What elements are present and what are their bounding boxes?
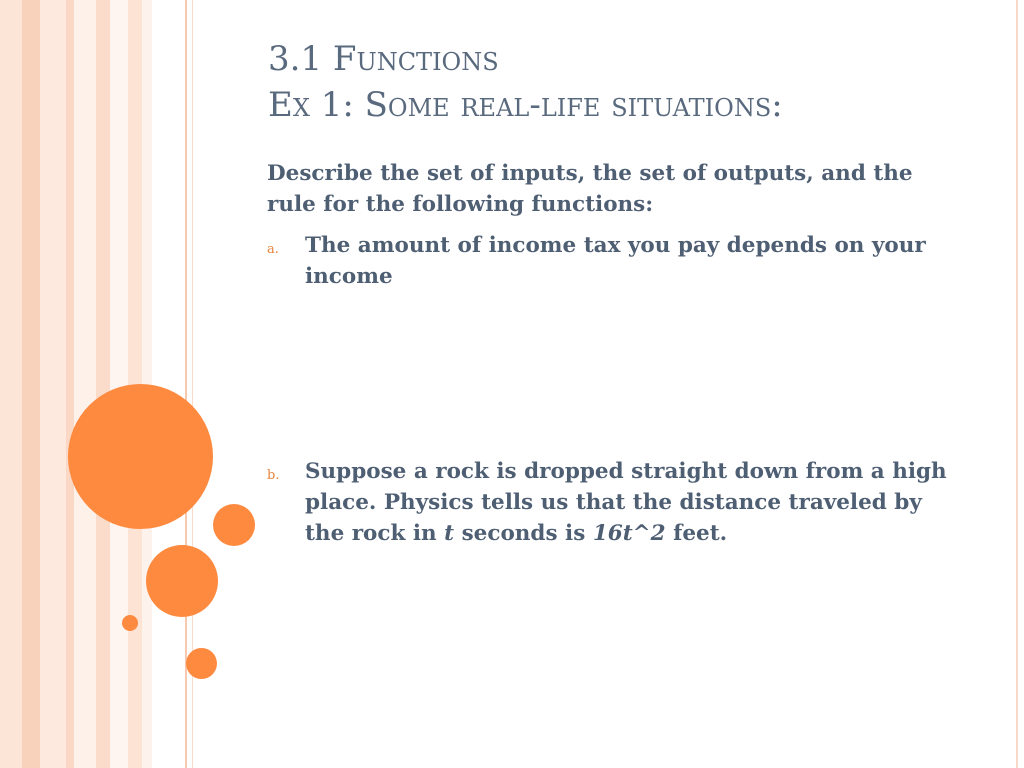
decor-stripe <box>0 0 22 768</box>
item-b-part3: feet. <box>665 521 728 546</box>
decor-circle-large <box>68 384 213 529</box>
list-item-text <box>305 456 947 549</box>
decor-stripe <box>40 0 66 768</box>
decor-circle-medium <box>146 545 218 617</box>
decor-line <box>185 0 187 768</box>
decor-circle-tiny <box>122 615 138 631</box>
decor-circle-small <box>213 504 255 546</box>
title-line-1: 3.1 Functions <box>268 39 499 79</box>
item-b-part1: Suppose a rock is dropped straight down from a high place. Physics tells us that the distance traveled by the rock in <box>305 459 947 546</box>
list-item-b <box>267 456 947 549</box>
decor-circle-small <box>186 648 217 679</box>
list-marker: a. <box>267 242 279 257</box>
list-item-a <box>267 230 947 292</box>
item-b-part2: seconds is <box>454 521 593 546</box>
decor-stripe <box>96 0 110 768</box>
decor-stripe <box>22 0 40 768</box>
slide-content <box>267 158 947 546</box>
decor-line-right <box>1016 0 1018 768</box>
slide-title <box>268 36 988 128</box>
decor-stripe <box>66 0 74 768</box>
list-marker: b. <box>267 468 280 483</box>
variable-t: t <box>444 521 455 546</box>
decor-stripe <box>110 0 128 768</box>
list-item-text: The amount of income tax you pay depends on your income <box>305 233 926 289</box>
intro-text: Describe the set of inputs, the set of outputs, and the rule for the following functions: <box>267 161 913 217</box>
decor-stripe <box>74 0 96 768</box>
formula: 16t^2 <box>592 521 666 546</box>
title-line-2: Ex 1: Some real-life situations: <box>268 85 783 125</box>
